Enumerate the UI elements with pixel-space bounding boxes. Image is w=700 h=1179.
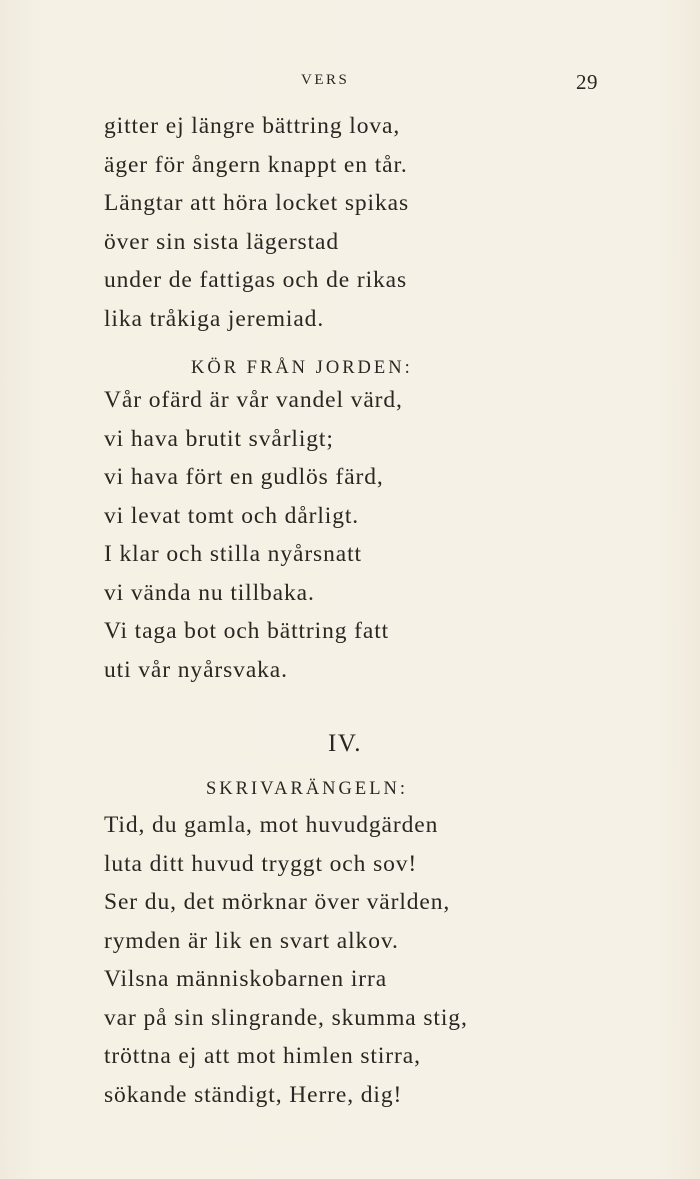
verse-line: Tid, du gamla, mot huvudgärden: [104, 812, 439, 838]
verse-line: I klar och stilla nyårsnatt: [104, 541, 362, 567]
running-head: [0, 70, 700, 96]
stanza-3: [104, 806, 468, 1114]
verse-line: luta ditt huvud tryggt och sov!: [104, 850, 418, 877]
verse-line: vi vända nu tillbaka.: [104, 579, 315, 606]
verse-line: äger för ångern knappt en tår.: [104, 151, 408, 178]
stanza-2: [104, 381, 403, 689]
verse-line: Längtar att höra locket spikas: [104, 190, 409, 216]
verse-line: Vår ofärd är vår vandel värd,: [104, 387, 403, 413]
verse-line: tröttna ej att mot himlen stirra,: [104, 1043, 421, 1069]
verse-line: vi hava brutit svårligt;: [104, 425, 334, 452]
page-number: 29: [576, 70, 598, 94]
verse-line: lika tråkiga jeremiad.: [104, 305, 325, 332]
verse-line: var på sin slingrande, skumma stig,: [104, 1004, 468, 1031]
verse-line: Ser du, det mörknar över världen,: [104, 889, 451, 915]
speaker-heading-choir: KÖR FRÅN JORDEN:: [191, 358, 413, 378]
verse-line: Vilsna människobarnen irra: [104, 966, 388, 992]
verse-line: gitter ej längre bättring lova,: [104, 113, 401, 139]
verse-line: vi hava fört en gudlös färd,: [104, 464, 384, 490]
stanza-1: [104, 107, 409, 338]
verse-line: över sin sista lägerstad: [104, 228, 340, 255]
running-title: VERS: [301, 72, 350, 88]
section-numeral: IV.: [328, 730, 362, 757]
verse-line: rymden är lik en svart alkov.: [104, 927, 399, 954]
verse-line: sökande ständigt, Herre, dig!: [104, 1081, 403, 1108]
speaker-heading-scribe-angel: SKRIVARÄNGELN:: [206, 779, 409, 799]
verse-line: vi levat tomt och dårligt.: [104, 502, 360, 529]
verse-line: Vi taga bot och bättring fatt: [104, 618, 390, 644]
verse-line: under de fattigas och de rikas: [104, 267, 408, 293]
verse-line: uti vår nyårsvaka.: [104, 656, 288, 683]
